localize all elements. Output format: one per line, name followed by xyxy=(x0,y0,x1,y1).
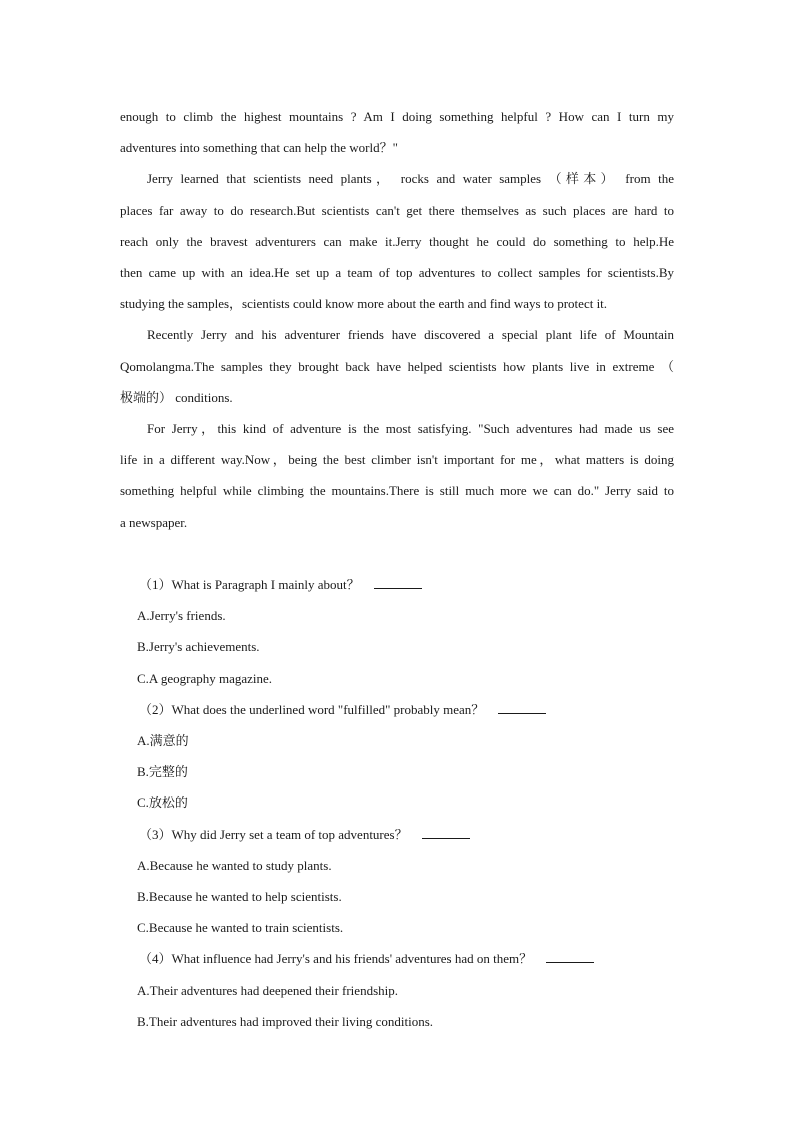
question-list xyxy=(137,569,677,1037)
passage-line: a newspaper. xyxy=(120,514,188,530)
answer-option: A.Their adventures had deepened their friendship. xyxy=(137,982,398,998)
answer-blank[interactable] xyxy=(498,701,546,714)
answer-blank[interactable] xyxy=(546,950,594,963)
answer-option: C.放松的 xyxy=(137,795,188,811)
passage-line: studying the samples，scientists could know more about the earth and find ways to protect it. xyxy=(120,296,608,312)
passage-line: Recently Jerry and his adventurer friends have discovered a special plant life of Mountain xyxy=(147,327,674,343)
answer-blank[interactable] xyxy=(422,826,470,839)
answer-option: A.Because he wanted to study plants. xyxy=(137,857,332,873)
passage-line: Qomolangma.The samples they brought back have helped scientists how plants live in extreme （ xyxy=(120,358,674,374)
question-stem: （1）What is Paragraph I mainly about？ xyxy=(139,577,360,592)
reading-passage xyxy=(120,101,674,538)
question-stem: （2）What does the underlined word "fulfilled" probably mean？ xyxy=(139,701,485,717)
answer-option: C.A geography magazine. xyxy=(137,670,273,686)
passage-line: 极端的） conditions. xyxy=(120,389,233,405)
passage-line: then came up with an idea.He set up a team of top adventures to collect samples for scientists.By xyxy=(120,265,674,281)
question xyxy=(137,819,677,944)
question xyxy=(137,694,677,819)
answer-option: B.Because he wanted to help scientists. xyxy=(137,889,342,905)
answer-option: B.Jerry's achievements. xyxy=(137,639,260,655)
passage-line: For Jerry，this kind of adventure is the most satisfying. "Such adventures had made us see xyxy=(147,421,674,437)
passage-line: enough to climb the highest mountains ? Am I doing something helpful ? How can I turn my xyxy=(120,109,674,124)
question xyxy=(137,943,677,1037)
question-stem: （4）What influence had Jerry's and his friends' adventures had on them？ xyxy=(139,951,533,967)
answer-option: C.Because he wanted to train scientists. xyxy=(137,920,344,936)
question-stem: （3）Why did Jerry set a team of top adventures？ xyxy=(139,826,408,842)
passage-line: reach only the bravest adventurers can make it.Jerry thought he could do something to help.He xyxy=(120,233,674,249)
passage-line: something helpful while climbing the mountains.There is still much more we can do." Jerry said to xyxy=(120,483,674,499)
passage-line: adventures into something that can help the world？" xyxy=(120,140,398,156)
answer-option: A.满意的 xyxy=(137,733,189,749)
answer-blank[interactable] xyxy=(374,576,422,589)
answer-option: A.Jerry's friends. xyxy=(137,608,226,624)
passage-line: Jerry learned that scientists need plants， rocks and water samples （样本） from the xyxy=(147,171,674,187)
answer-option: B.Their adventures had improved their living conditions. xyxy=(137,1013,434,1029)
question xyxy=(137,569,677,694)
passage-line: places far away to do research.But scientists can't get there themselves as such places are hard to xyxy=(120,202,674,218)
answer-option: B.完整的 xyxy=(137,764,188,780)
passage-line: life in a different way.Now，being the best climber isn't important for me，what matters is doing xyxy=(120,452,674,468)
